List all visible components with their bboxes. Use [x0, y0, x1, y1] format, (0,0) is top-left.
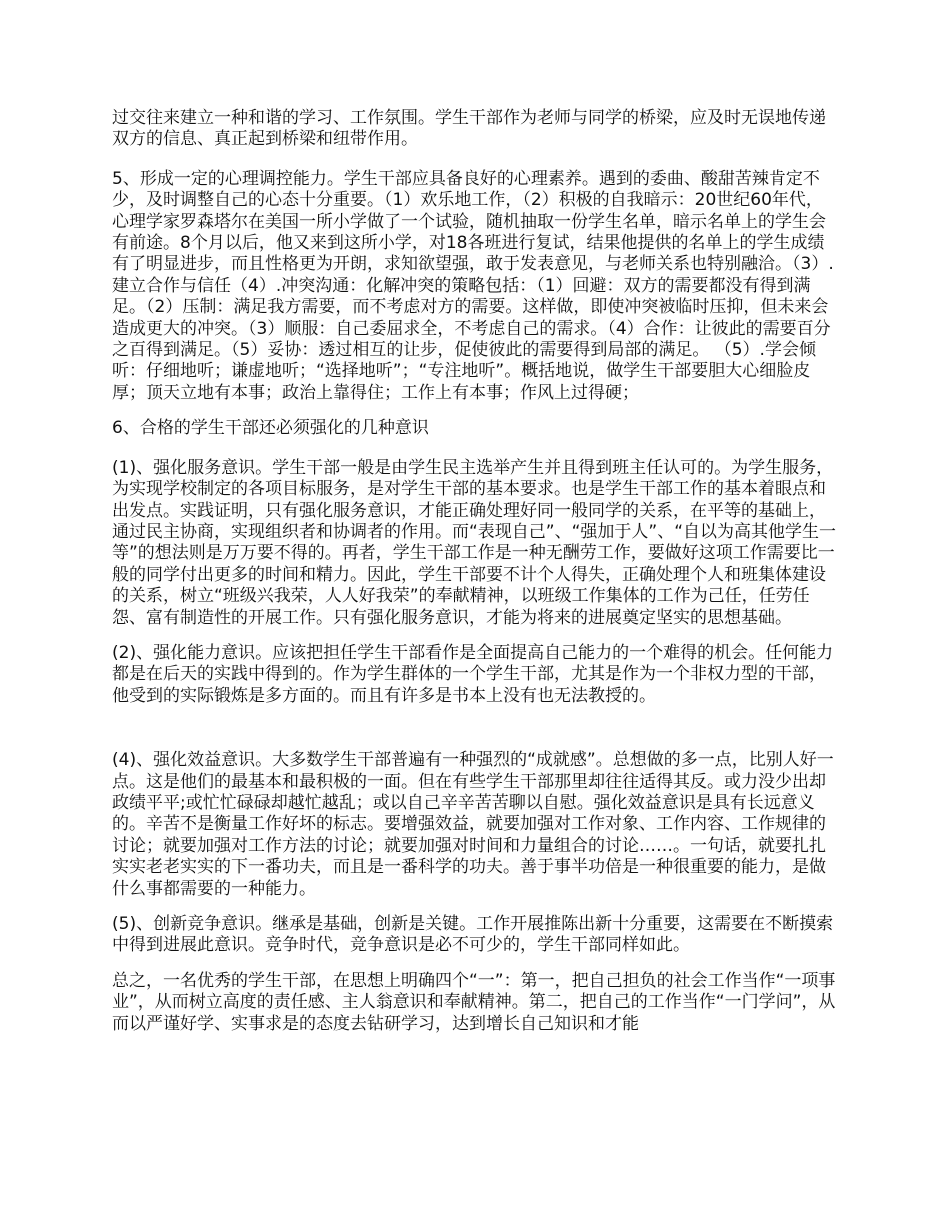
paragraph-innovation-awareness: (5)、创新竞争意识。继承是基础，创新是关键。工作开展推陈出新十分重要，这需要在不断摸索中得到进展此意识。竞争时代，竞争意识是必不可少的，学生干部同样如此。: [112, 914, 834, 956]
paragraph-summary: 总之，一名优秀的学生干部，在思想上明确四个“一”：第一，把自己担负的社会工作当作“一项事业”，从而树立高度的责任感、主人翁意识和奉献精神。第二，把自己的工作当作“一门学问”，从而以严谨好学、实事求是的态度去钻研学习，达到增长自己知识和才能: [112, 970, 836, 1034]
paragraph-continuation: 过交往来建立一种和谐的学习、工作氛围。学生干部作为老师与同学的桥梁，应及时无误地传递双方的信息、真正起到桥梁和纽带作用。: [112, 108, 826, 150]
section-6-heading: 6、合格的学生干部还必须强化的几种意识: [112, 418, 429, 439]
paragraph-section-5: 5、形成一定的心理调控能力。学生干部应具备良好的心理素养。遇到的委曲、酸甜苦辣肯定不少，及时调整自己的心态十分重要。（1）欢乐地工作，（2）积极的自我暗示：20世纪60年代，心理学家罗森塔尔在美国一所小学做了一个试验，随机抽取一份学生名单，暗示名单上的学生会有前途。8个月以后，他又来到这所小学，对18各班进行复试，结果他提供的名单上的学生成绩有了明显进步，而且性格更为开朗，求知欲望强，敢于发表意见，与老师关系也特别融洽。（3）.建立合作与信任（4）.冲突沟通：化解冲突的策略包括：（1）回避：双方的需要都没有得到满足。（2）压制：满足我方需要，而不考虑对方的需要。这样做，即使冲突被临时压抑，但未来会造成更大的冲突。（3）顺服：自己委屈求全，不考虑自己的需求。（4）合作：让彼此的需要百分之百得到满足。（5）妥协：透过相互的让步，促使彼此的需要得到局部的满足。 （5）.学会倾听：仔细地听；谦虚地听；“选择地听”；“专注地听”。概括地说，做学生干部要胆大心细脸皮厚；顶天立地有本事；政治上靠得住；工作上有本事；作风上过得硬；: [112, 168, 834, 403]
paragraph-ability-awareness: (2)、强化能力意识。应该把担任学生干部看作是全面提高自己能力的一个难得的机会。任何能力都是在后天的实践中得到的。作为学生群体的一个学生干部，尤其是作为一个非权力型的干部，他受到的实际锻炼是多方面的。而且有许多是书本上没有也无法教授的。: [112, 642, 834, 706]
document-body: [112, 108, 838, 1035]
paragraph-service-awareness: (1)、强化服务意识。学生干部一般是由学生民主选举产生并且得到班主任认可的。为学生服务，为实现学校制定的各项目标服务，是对学生干部的基本要求。也是学生干部工作的基本着眼点和出发点。实践证明，只有强化服务意识，才能正确处理好同一般同学的关系，在平等的基础上，通过民主协商，实现组织者和协调者的作用。而“表现自己”、“强加于人”、“自以为高其他学生一等”的想法则是万万要不得的。再者，学生干部工作是一种无酬劳工作，要做好这项工作需要比一般的同学付出更多的时间和精力。因此，学生干部要不计个人得失，正确处理个人和班集体建设的关系，树立“班级兴我荣，人人好我荣”的奉献精神，以班级工作集体的工作为己任，任劳任怨、富有制造性的开展工作。只有强化服务意识，才能为将来的进展奠定坚实的思想基础。: [112, 457, 837, 628]
paragraph-efficiency-awareness: (4)、强化效益意识。大多数学生干部普遍有一种强烈的“成就感”。总想做的多一点，比别人好一点。这是他们的最基本和最积极的一面。但在有些学生干部那里却往往适得其反。或力没少出却政绩平平;或忙忙碌碌却越忙越乱；或以自己辛辛苦苦聊以自慰。强化效益意识是具有长远意义的。辛苦不是衡量工作好坏的标志。要增强效益，就要加强对工作对象、工作内容、工作规律的讨论；就要加强对工作方法的讨论；就要加强对时间和力量组合的讨论……。一句话，就要扎扎实实老老实实的下一番功夫，而且是一番科学的功夫。善于事半功倍是一种很重要的能力，是做什么事都需要的一种能力。: [112, 750, 834, 899]
